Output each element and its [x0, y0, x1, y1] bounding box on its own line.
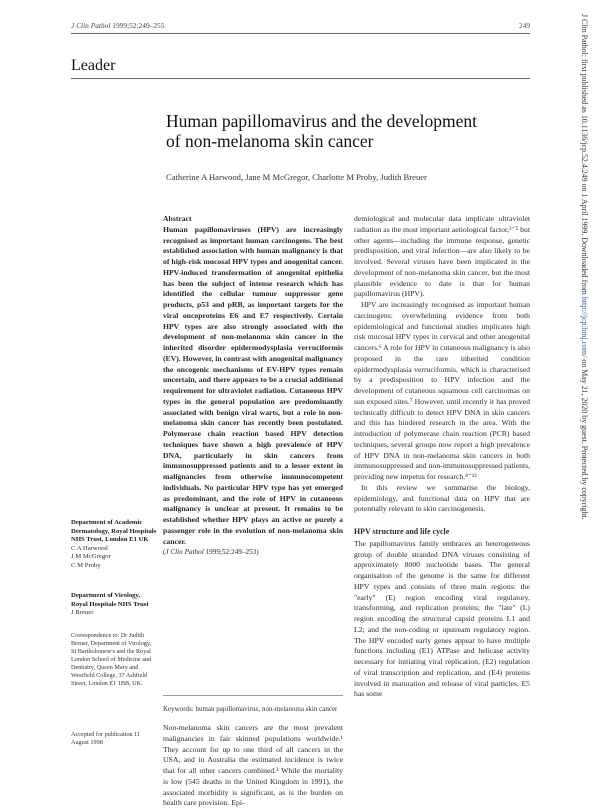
column-2 [354, 214, 530, 700]
abstract-label: Abstract [163, 214, 192, 223]
affiliation-author: C M Proby [71, 561, 101, 569]
accepted-note: Accepted for publication 11 August 1998 [71, 731, 141, 746]
intro-paragraph: Non-melanoma skin cancers are the most prevalent malignancies in fair skinned populations worldwide.¹ They account for up to one third of all cancers in the USA, and in Australia the estimated incidence is twice that for all other cancers combined.² While the mortality is low (545 deaths in the United Kingdom in 1991), the associated morbidity is significant, as is the burden on health care provision. Epi- [163, 723, 343, 808]
body-paragraph: The papillomavirus family embraces an heterogeneous group of double stranded DNA viruses consisting of approximately 8000 nucleotide bases. The general organisation of the genome is the same for different HPV types and consists of three main regions: the "early" (E) region encoding viral regulatory, transforming, and replication proteins; the "late" (L) region encoding the structural capsid proteins L1 and L2; and the non-coding or upstream regulatory region. The HPV encoded early genes appear to have multiple functions including (E1) ATPase and helicase activity necessary for initiating viral replication, (E2) regulation of viral transcription and replication, and (E4) proteins involved in maturation and release of viral particles. E5 has some [354, 538, 530, 699]
abstract-rule [163, 695, 343, 696]
affiliation-dept: Department of Academic Dermatology, Royal Hospitals NHS Trust, London E1 UK [71, 519, 157, 544]
article-title: Human papillomavirus and the development of non-melanoma skin cancer [166, 111, 478, 151]
provenance-margin [579, 14, 589, 754]
abstract-citation: (J Clin Pathol 1999;52:249–253) [163, 548, 259, 557]
keywords: Keywords: human papillomavirus; non-melanoma skin cancer [163, 705, 338, 713]
section-label: Leader [71, 57, 116, 74]
section-heading: HPV structure and life cycle [354, 527, 450, 536]
provenance-suffix: on May 21, 2020 by guest. Protected by copyright. [580, 357, 589, 520]
affiliation-author: C A Harwood [71, 544, 108, 552]
running-header [71, 21, 164, 30]
body-paragraph: HPV are increasingly recognised as important human carcinogens: overwhelming evidence from both epidemiological and functional studies implicates high risk mucosal HPV types in cervical and other anogenital cancers.⁶ A role for HPV in cutaneous malignancy is also proposed in the rare inherited condition epidermodysplasia verruciformis, which is characterised by a predisposition to HPV infection and the development of cutaneous squamous cell carcinomas on sun exposed sites.⁷ However, until recently it has proved technically difficult to detect HPV DNA in skin cancers and this has hindered research in the area. With the introduction of polymerase chain reaction (PCR) based techniques, several groups now report a high prevalence of HPV DNA in non-melanoma skin cancers in both immunosuppressed and non-immunosuppressed patients, providing new impetus for research.⁸⁻¹³ [354, 300, 530, 481]
affiliation-dept: Department of Virology, Royal Hospitals NHS Trust [71, 592, 149, 608]
column-1-intro [163, 723, 343, 809]
page-number: 249 [519, 21, 531, 30]
provenance-link[interactable]: http://jcp.bmj.com/ [580, 296, 589, 358]
body-paragraph: demiological and molecular data implicate ultraviolet radiation as the most important aetiological factor,³⁻⁵ but other agents—including the immune response, genetic predisposition, and viral infection—are also likely to be involved. Several viruses have been implicated in the development of non-melanoma skin cancer, but the most plausible evidence to date is that for human papillomavirus (HPV). [354, 214, 530, 299]
column-1 [163, 214, 343, 558]
journal-citation: 1999;52:249–255 [112, 21, 165, 30]
affiliation-dermatology [71, 519, 157, 571]
abstract-text: Human papillomaviruses (HPV) are increasingly recognised as important human carcinogens. The best established association with human malignancy is that of high-risk mucosal HPV types and anogenital cancer. HPV-induced transformation of anogenital epithelia has been the subject of intense research which has identified the cellular tumour suppressor gene products, p53 and pRB, as important targets for the viral oncoproteins E6 and E7 respectively. Certain HPV types are also strongly associated with the development of non-melanoma skin cancer in the inherited disorder epidermodysplasia verruciformis (EV). However, in contrast with anogenital malignancy the oncogenic mechanisms of EV-HPV types remain uncertain, and there appears to be a crucial additional requirement for ultraviolet radiation. Cutaneous HPV types in the general population are predominantly associated with benign viral warts, but a role in non-melanoma skin cancer has recently been postulated. Polymerase chain reaction based HPV detection techniques have shown a high prevalence of HPV DNA, particularly in skin cancers from immunosuppressed patients and to a lesser extent in malignancies from otherwise immunocompetent individuals. No particular HPV type has yet emerged as predominant, and the role of HPV in cutaneous malignancy is unclear at present. It remains to be established whether HPV plays an active or purely a passenger role in the evolution of non-melanoma skin cancer. [163, 224, 343, 546]
abstract-citation-ref: 1999;52:249–253) [205, 548, 259, 557]
correspondence-note: Correspondence to: Dr Judith Breuer, Department of Virology, St Bartholomew's and the Royal London School of Medicine and Dentistry, Queen Mary and Westfield College, 37 Ashfield Street, London E1 1BB, UK. [71, 632, 152, 687]
provenance-text: J Clin Pathol: first published as 10.1136/jcp.52.4.249 on 1 April 1999. Downloaded from [580, 14, 589, 297]
affiliation-virology [71, 592, 157, 618]
body-paragraph: In this review we summarise the biology, epidemiology, and functional data on HPV that are potentially relevant to skin carcinogenesis. [354, 482, 530, 514]
affiliation-author: J M McGregor [71, 553, 111, 561]
header-rule [71, 33, 530, 34]
abstract-citation-journal: J Clin Pathol [165, 548, 204, 557]
section-rule [71, 78, 530, 79]
article-authors: Catherine A Harwood, Jane M McGregor, Charlotte M Proby, Judith Breuer [166, 172, 427, 182]
journal-name: J Clin Pathol [71, 21, 111, 30]
affiliation-author: J Breuer [71, 609, 94, 617]
